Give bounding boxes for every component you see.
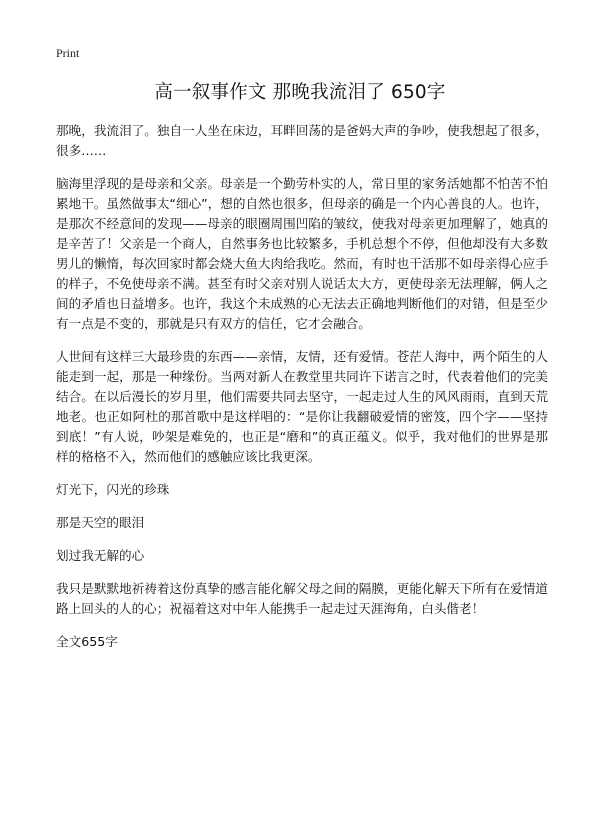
paragraph-love: 人世间有这样三大最珍贵的东西——亲情，友情，还有爱情。苍茫人海中，两个陌生的人能走到一起，那是一种缘份。当两对新人在教堂里共同许下诺言之时，代表着他们的完美结合。在以后漫长的岁月里，他们需要共同去坚守，一起走过人生的风风雨雨，直到天荒地老。也正如阿杜的那首歌中是这样唱的：“是你让我翻破爱情的密笈，四个字——坚持到底！”有人说，吵架是难免的，也正是“磨和”的真正蕴义。似乎，我对他们的世界是那样的格格不入，然而他们的感触应该比我更深。 [56,349,548,464]
poem-line-3: 划过我无解的心 [56,548,145,563]
paragraph-parents: 脑海里浮现的是母亲和父亲。母亲是一个勤劳朴实的人，常日里的家务活她都不怕苦不怕累地干。虽然做事太“细心”，想的自然也很多，但母亲的确是一个内心善良的人。也许，是那次不经意间的发现——母亲的眼圈周围凹陷的皱纹，使我对母亲更加理解了，她真的是辛苦了！父亲是一个商人，自然事务也比较繁多，手机总想个不停，但他却没有大多数男儿的懒惰，每次回家时都会烧大鱼大肉给我吃。然而，有时也干活那不如母亲得心应手的样子，不免使母亲不满。甚至有时父亲对别人说话太大方，更使母亲无法理解，俩人之间的矛盾也日益增多。也许，我这个未成熟的心无法去正确地判断他们的对错，但是至少有一点是不变的，那就是只有双方的信任，它才会融合。 [56,176,548,331]
article-title: 高一叙事作文 那晚我流泪了 650字 [154,82,446,103]
paragraph-intro: 那晚，我流泪了。独自一人坐在床边，耳畔回荡的是爸妈大声的争吵，使我想起了很多，很多…… [56,123,548,158]
print-link[interactable]: Print [56,46,80,60]
poem-line-1: 灯光下，闪光的珍珠 [56,482,170,497]
article-body [56,121,548,665]
word-count: 全文655字 [56,634,118,649]
paragraph-blessing: 我只是默默地祈祷着这份真挚的感言能化解父母之间的隔膜，更能化解天下所有在爱情道路上回头的人的心；祝福着这对中年人能携手一起走过天涯海角，白头偕老！ [56,581,548,616]
poem-line-2: 那是天空的眼泪 [56,515,145,530]
